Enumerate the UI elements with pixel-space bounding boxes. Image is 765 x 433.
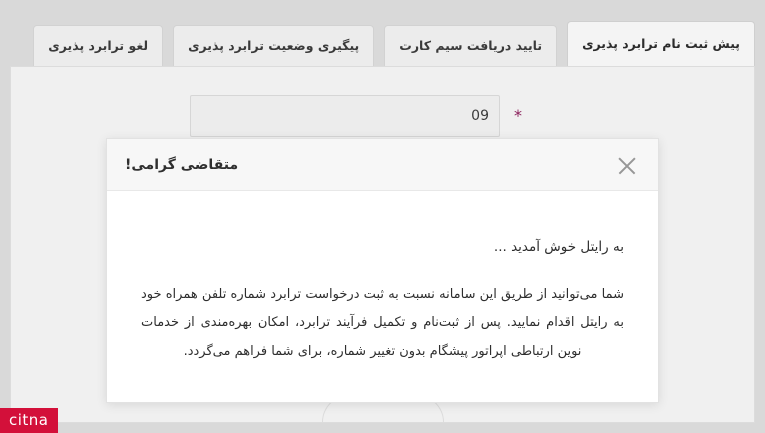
welcome-modal (106, 138, 659, 403)
tab-label: تایید دریافت سیم کارت (399, 38, 543, 53)
watermark-logo: citna (0, 408, 58, 433)
mobile-number-input[interactable] (190, 95, 500, 137)
tab-label: لغو ترابرد پذیری (48, 38, 149, 53)
tab-pre-registration[interactable] (567, 21, 755, 66)
tab-track-portability-status[interactable] (173, 25, 374, 66)
tab-label: پیگیری وضعیت ترابرد پذیری (188, 38, 360, 53)
modal-header (107, 139, 658, 191)
modal-title: متقاضی گرامی! (125, 156, 239, 173)
modal-description: شما می‌توانید از طریق این سامانه نسبت به ثبت درخواست ترابرد شماره تلفن همراه خود به رایتل اقدام نمایید. پس از ثبت‌نام و تکمیل فرآیند ترابرد، امکان بهره‌مندی از خدمات نوین ارتباطی اپراتور پیشگام بدون تغییر شماره، برای شما فراهم می‌گردد. (141, 286, 624, 359)
modal-body (107, 191, 658, 402)
tab-confirm-sim-receipt[interactable] (384, 25, 557, 66)
close-icon[interactable] (614, 152, 640, 178)
mobile-number-row (11, 67, 532, 137)
tab-label: پیش ثبت نام ترابرد پذیری (582, 36, 740, 51)
tab-bar (0, 24, 765, 66)
required-marker: * (514, 106, 522, 125)
tab-cancel-portability[interactable] (33, 25, 163, 66)
welcome-message: به رایتل خوش آمدید ... (493, 239, 624, 255)
